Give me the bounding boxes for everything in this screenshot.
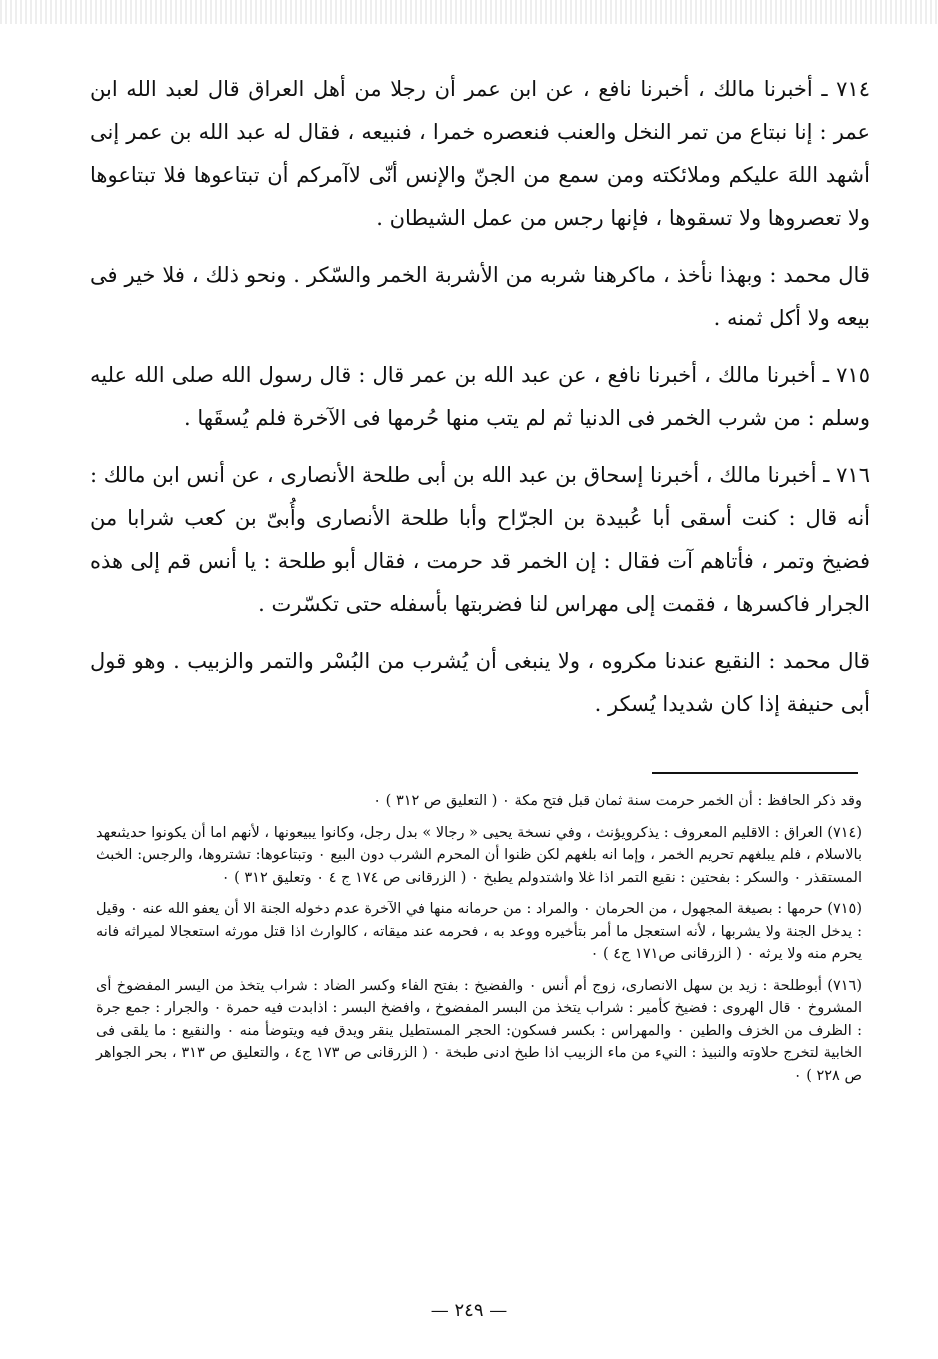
scan-edge-noise xyxy=(0,0,938,24)
footnote-intro: وقد ذكر الحافظ : أن الخمر حرمت سنة ثمان قبل فتح مكة ٠ ( التعليق ص ٣١٢ ) ٠ xyxy=(373,793,862,809)
footnote-715: (٧١٥) حرمها : بصيغة المجهول ، من الحرمان ٠ والمراد : من حرمانه منها في الآخرة عدم دخوله الجنة الا أن يعفو الله عنه ٠ وقيل : يدخل الجنة ولا يشربها ، لأنه استعجل ما أمر بتأخيره ووعد به ، فحرمه عند ميقاته ، كالوارث اذا قتل مورثه استعجالا لميراثه فانه يحرم منه ولا يرثه ٠ ( الزرقانى ص١٧١ ج٤ ) ٠ xyxy=(96,901,862,962)
page-number: — ٢٤٩ — xyxy=(430,1300,508,1321)
commentary-714: قال محمد : وبهذا نأخذ ، ماكرهنا شربه من الأشربة الخمر والسّكر . ونحو ذلك ، فلا خير فى بيعه ولا أكل ثمنه . xyxy=(90,263,870,330)
footnote-divider xyxy=(652,772,858,774)
footnotes xyxy=(96,790,862,1096)
main-text xyxy=(90,68,870,740)
hadith-714: ٧١٤ ـ أخبرنا مالك ، أخبرنا نافع ، عن ابن عمر أن رجلا من أهل العراق قال لعبد الله ابن عمر : إنا نبتاع من تمر النخل والعنب فنعصره خمرا ، فنبيعه ، فقال له عبد الله بن عمر إنى أشهد اللهَ عليكم وملائكته ومن سمع من الجنّ والإنس أنّى لاآمركم أن تبتاعوها فلا تبتاعوها ولا تعصروها ولا تسقوها ، فإنها رجس من عمل الشيطان . xyxy=(90,77,870,230)
footnote-716: (٧١٦) أبوطلحة : زيد بن سهل الانصارى، زوج أم أنس ٠ والفضيخ : بفتح الفاء وكسر الضاد : شراب يتخذ من اليسر المفضوخ أى المشروخ ٠ قال الهروى : فضيخ كأمير : شراب يتخذ من البسر المفضوخ ، وافضخ البسر : اذابدت فيه حمرة ٠ والجرار : جمع جرة : الظرف من الخزف والطين ٠ والمهراس : بكسر فسكون: الحجر المستطيل ينقر ويدق فيه ويتوضأ منه ٠ والنقيع : ما يلقى فى الخابية لتخرج حلاوته والنبيذ : النيء من ماء الزبيب اذا طبخ ادنى طبخة ٠ ( الزرقانى ص ١٧٣ ج٤ ، والتعليق ص ٣١٣ ، بحر الجواهر ص ٢٢٨ ) ٠ xyxy=(96,977,862,1084)
hadith-715: ٧١٥ ـ أخبرنا مالك ، أخبرنا نافع ، عن عبد الله بن عمر قال : قال رسول الله صلى الله عليه وسلم : من شرب الخمر فى الدنيا ثم لم يتب منها حُرمها فى الآخرة فلم يُسقَها . xyxy=(90,363,870,430)
hadith-716: ٧١٦ ـ أخبرنا مالك ، أخبرنا إسحاق بن عبد الله بن أبى طلحة الأنصارى ، عن أنس ابن مالك : أنه قال : كنت أسقى أبا عُبيدة بن الجرّاح وأبا طلحة الأنصارى وأُبىّ بن كعب شرابا من فضيخ وتمر ، فأتاهم آت فقال : إن الخمر قد حرمت ، فقال أبو طلحة : يا أنس قم إلى هذه الجرار فاكسرها ، فقمت إلى مهراس لنا فضربتها بأسفله حتى تكسّرت . xyxy=(90,463,870,616)
footnote-714: (٧١٤) العراق : الاقليم المعروف : يذكرويؤنث ، وفي نسخة يحيى « رجالا » بدل رجل، وكانوا يبيعونها ، لأنهم اما أن يكونوا حديثىعهد بالاسلام ، فلم يبلغهم تحريم الخمر ، وإما انه بلغهم لكن ظنوا أن المحرم الشرب دون البيع ٠ وتبتاعوها: تشتروها، والرجس: الخبث المستقذر ٠ والسكر : بفحتين : نقيع التمر اذا غلا واشتدولم يطبخ ٠ ( الزرقانى ص ١٧٤ ج ٤ ٠ وتعليق ٣١٢ ) ٠ xyxy=(96,824,862,886)
commentary-716: قال محمد : النقيع عندنا مكروه ، ولا ينبغى أن يُشرب من البُسْر والتمر والزبيب . وهو قول أبى حنيفة إذا كان شديدا يُسكر . xyxy=(90,649,870,716)
